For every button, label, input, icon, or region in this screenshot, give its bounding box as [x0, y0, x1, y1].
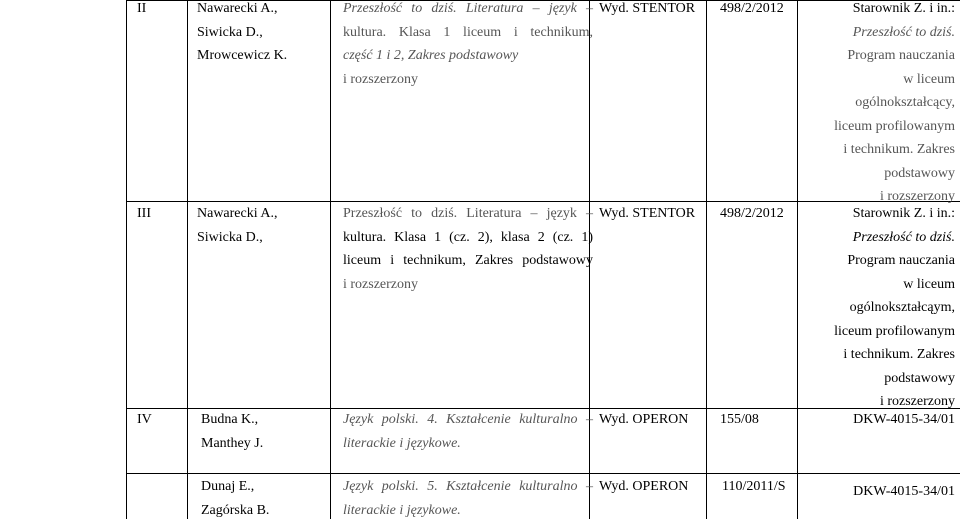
title-line: i rozszerzony: [343, 273, 593, 297]
program-line: w liceum: [800, 273, 955, 297]
program-line: w liceum: [800, 68, 955, 92]
program-line: DKW-4015-34/01: [800, 408, 955, 432]
program-line: podstawowy: [800, 162, 955, 186]
title-cell: [343, 0, 593, 91]
title-line: literackie i językowe.: [343, 499, 593, 522]
authors-cell: [201, 475, 341, 522]
program-line: Przeszłość to dziś.: [800, 21, 955, 45]
title-line: literackie i językowe.: [343, 432, 593, 456]
authors-cell: [197, 0, 337, 68]
row-number: IV: [137, 408, 187, 432]
publisher-cell: Wyd. OPERON: [599, 408, 709, 432]
title-line: kultura. Klasa 1 liceum i technikum,: [343, 21, 593, 45]
author: Siwicka D.,: [197, 21, 337, 45]
program-line: Starownik Z. i in.:: [800, 0, 955, 21]
row-number: III: [137, 202, 187, 226]
table-rule: [126, 473, 960, 474]
program-line: i technikum. Zakres: [800, 343, 955, 367]
title-line: Przeszłość to dziś. Literatura – język –: [343, 202, 593, 226]
title-line: liceum i technikum, Zakres podstawowy: [343, 249, 593, 273]
title-line: kultura. Klasa 1 (cz. 2), klasa 2 (cz. 1): [343, 226, 593, 250]
program-line: DKW-4015-34/01: [800, 480, 955, 504]
author: Zagórska B.: [201, 499, 341, 522]
registration-number: 110/2011/S: [722, 475, 812, 499]
publisher-cell: Wyd. OPERON: [599, 475, 709, 499]
program-line: liceum profilowanym: [800, 320, 955, 344]
authors-cell: [197, 202, 337, 249]
registration-number: 155/08: [720, 408, 810, 432]
program-line: i technikum. Zakres: [800, 138, 955, 162]
program-line: ogólnokształcąym,: [800, 296, 955, 320]
program-line: ogólnokształcący,: [800, 91, 955, 115]
table-rule: [187, 0, 188, 519]
program-cell: [800, 0, 955, 209]
program-line: Starownik Z. i in.:: [800, 202, 955, 226]
title-line: Przeszłość to dziś. Literatura – język –: [343, 0, 593, 21]
author: Budna K.,: [201, 408, 341, 432]
author: Nawarecki A.,: [197, 202, 337, 226]
title-line: Język polski. 4. Kształcenie kulturalno –: [343, 408, 593, 432]
table-rule: [797, 0, 798, 519]
author: Nawarecki A.,: [197, 0, 337, 21]
program-line: Przeszłość to dziś.: [800, 226, 955, 250]
table-rule: [126, 0, 127, 519]
author: Siwicka D.,: [197, 226, 337, 250]
registration-number: 498/2/2012: [720, 0, 810, 21]
registration-number: 498/2/2012: [720, 202, 810, 226]
title-cell: [343, 408, 593, 455]
program-line: podstawowy: [800, 367, 955, 391]
publisher-cell: Wyd. STENTOR: [599, 202, 709, 226]
title-cell: [343, 202, 593, 296]
program-line: i rozszerzony: [800, 390, 955, 414]
title-cell: [343, 475, 593, 522]
program-line: i rozszerzony: [800, 185, 955, 209]
author: Manthey J.: [201, 432, 341, 456]
authors-cell: [201, 408, 341, 455]
publisher-cell: Wyd. STENTOR: [599, 0, 709, 21]
table-rule: [706, 0, 707, 519]
title-line: i rozszerzony: [343, 68, 593, 92]
title-line: część 1 i 2, Zakres podstawowy: [343, 44, 593, 68]
program-cell: [800, 480, 955, 504]
title-line: Język polski. 5. Kształcenie kulturalno –: [343, 475, 593, 499]
author: Dunaj E.,: [201, 475, 341, 499]
program-line: Program nauczania: [800, 44, 955, 68]
program-line: Program nauczania: [800, 249, 955, 273]
author: Mrowcewicz K.: [197, 44, 337, 68]
program-line: liceum profilowanym: [800, 115, 955, 139]
program-cell: [800, 202, 955, 414]
program-cell: [800, 408, 955, 432]
row-number: II: [137, 0, 187, 21]
